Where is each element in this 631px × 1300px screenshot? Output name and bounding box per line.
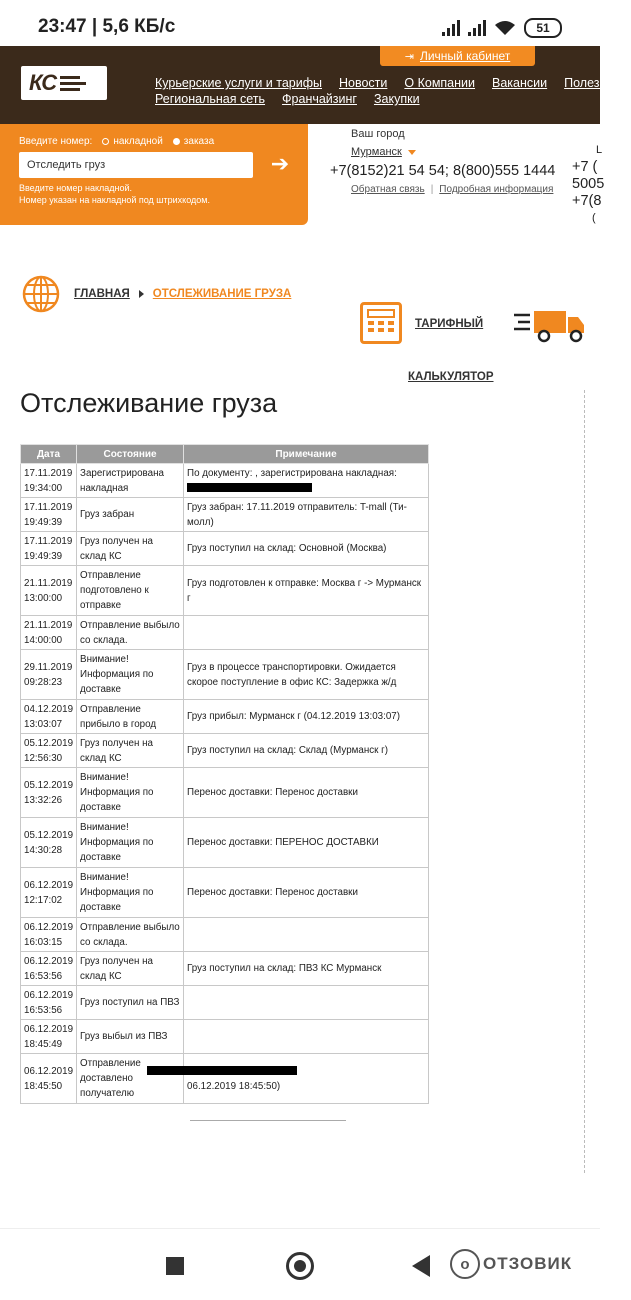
nav-link-news[interactable]: Новости (339, 76, 388, 90)
redaction (187, 483, 312, 492)
radio-order-label: заказа (183, 136, 215, 147)
tracking-panel (0, 124, 308, 225)
breadcrumb-home[interactable]: ГЛАВНАЯ (74, 288, 130, 300)
cell-note (184, 464, 429, 498)
cell-date: 17.11.2019 19:49:39 (21, 498, 77, 532)
cell-date: 17.11.2019 19:34:00 (21, 464, 77, 498)
radio-order-icon (173, 138, 180, 145)
cell-date: 17.11.2019 19:49:39 (21, 532, 77, 566)
cell-state: Груз выбыл из ПВЗ (77, 1020, 184, 1054)
cell-note: Перенос доставки: Перенос доставки (184, 768, 429, 818)
radio-waybill-icon (102, 138, 109, 145)
table-row (21, 818, 429, 868)
cell-note: Перенос доставки: ПЕРЕНОС ДОСТАВКИ (184, 818, 429, 868)
cell-note: Груз поступил на склад: Склад (Мурманск г) (184, 734, 429, 768)
signal-icon (442, 20, 460, 36)
calculator-icon[interactable] (360, 302, 402, 344)
cell-note (184, 918, 429, 952)
cell-note-text: По документу: , зарегистрирована накладная: (187, 467, 397, 479)
cut-line1: +7 ( (572, 159, 598, 175)
contact-links: Обратная связь | Подробная информация (351, 184, 554, 195)
cell-note: Груз подготовлен к отправке: Москва г -> Мурманск г (184, 566, 429, 616)
arrow-right-icon[interactable]: ➔ (270, 151, 290, 176)
cell-state: Зарегистрирована накладная (77, 464, 184, 498)
cell-note: Груз забран: 17.11.2019 отправитель: T-mall (Ти-молл) (184, 498, 429, 532)
cell-note (184, 1054, 429, 1104)
cell-date: 04.12.2019 13:03:07 (21, 700, 77, 734)
watermark (450, 1249, 572, 1279)
table-row (21, 616, 429, 650)
signal-icon-2 (468, 20, 486, 36)
radio-order[interactable] (173, 136, 214, 147)
table-row (21, 918, 429, 952)
cut-top: L (596, 144, 603, 156)
watermark-logo-icon: о (450, 1249, 480, 1279)
breadcrumb (74, 288, 291, 300)
city-select[interactable] (351, 146, 416, 158)
site-header (0, 46, 631, 124)
nav-row-1 (155, 76, 631, 92)
nav-link-about[interactable]: О Компании (404, 76, 476, 90)
battery-icon: 51 (524, 18, 562, 38)
cell-state: Груз получен на склад КС (77, 734, 184, 768)
cell-state: Груз забран (77, 498, 184, 532)
cell-date: 06.12.2019 12:17:02 (21, 868, 77, 918)
cell-state: Груз получен на склад КС (77, 532, 184, 566)
tariff-calculator-link[interactable]: ТАРИФНЫЙ (415, 318, 484, 330)
tariff-calculator-link-2[interactable]: КАЛЬКУЛЯТОР (408, 371, 494, 383)
phone-numbers: +7(8152)21 54 54; 8(800)555 1444 (330, 163, 556, 179)
col-date: Дата (21, 445, 77, 464)
wifi-icon (494, 20, 516, 36)
nav-link-franchise[interactable]: Франчайзинг (282, 92, 357, 106)
table-row (21, 650, 429, 700)
cell-date: 05.12.2019 12:56:30 (21, 734, 77, 768)
col-state: Состояние (77, 445, 184, 464)
tracking-table (20, 444, 429, 1104)
login-icon: ⇥ (404, 51, 414, 63)
cell-note: Груз поступил на склад: ПВЗ КС Мурманск (184, 952, 429, 986)
cell-date: 21.11.2019 14:00:00 (21, 616, 77, 650)
table-row (21, 1020, 429, 1054)
table-row (21, 1054, 429, 1104)
redaction (147, 1066, 297, 1075)
table-row (21, 700, 429, 734)
back-icon[interactable] (412, 1255, 430, 1277)
cell-state: Отправление выбыло со склада. (77, 616, 184, 650)
system-nav-bar (0, 1228, 600, 1300)
cell-state: Внимание! Информация по доставке (77, 768, 184, 818)
nav-link-useful[interactable]: Полезная и (564, 76, 631, 90)
logo-lines-icon (60, 76, 86, 91)
nav-row-2 (155, 92, 631, 108)
nav-link-regional[interactable]: Региональная сеть (155, 92, 266, 106)
cut-off-contacts (572, 142, 605, 227)
main-nav (155, 76, 631, 108)
cell-date: 05.12.2019 14:30:28 (21, 818, 77, 868)
status-bar (0, 0, 600, 46)
logo-text: КС (29, 70, 57, 95)
tracking-hint-line2: Номер указан на накладной под штрихкодом. (19, 195, 210, 205)
status-time-speed: 23:47 | 5,6 КБ/с (38, 16, 176, 37)
delivery-truck-icon[interactable] (512, 305, 590, 343)
nav-link-vacancies[interactable]: Вакансии (492, 76, 548, 90)
personal-cabinet-button[interactable] (380, 46, 535, 66)
cut-line3: +7(8 (572, 193, 602, 209)
tracking-prompt: Введите номер: (19, 136, 93, 147)
globe-icon (22, 275, 60, 313)
tracking-hint-line1: Введите номер накладной. (19, 183, 132, 193)
cell-date: 06.12.2019 18:45:50 (21, 1054, 77, 1104)
info-link[interactable]: Подробная информация (439, 184, 554, 195)
cell-note: Груз поступил на склад: Основной (Москва) (184, 532, 429, 566)
cell-note-text: 06.12.2019 18:45:50) (187, 1080, 281, 1092)
cell-note: Перенос доставки: Перенос доставки (184, 868, 429, 918)
feedback-link[interactable]: Обратная связь (351, 184, 425, 195)
city-label: Ваш город (351, 128, 405, 140)
cell-date: 06.12.2019 16:53:56 (21, 986, 77, 1020)
nav-link-purchases[interactable]: Закупки (373, 92, 420, 106)
table-row (21, 986, 429, 1020)
nav-link-services[interactable]: Курьерские услуги и тарифы (155, 76, 322, 90)
cell-date: 06.12.2019 18:45:49 (21, 1020, 77, 1054)
cell-date: 06.12.2019 16:53:56 (21, 952, 77, 986)
breadcrumb-current[interactable]: ОТСЛЕЖИВАНИЕ ГРУЗА (152, 288, 292, 300)
cut-line4: ( (592, 212, 596, 224)
table-row (21, 532, 429, 566)
cell-date: 06.12.2019 16:03:15 (21, 918, 77, 952)
tracking-hint (19, 182, 210, 206)
personal-cabinet-label: Личный кабинет (419, 49, 511, 63)
cell-state: Отправление прибыло в город (77, 700, 184, 734)
radio-waybill[interactable] (102, 136, 162, 147)
page-title: Отслеживание груза (20, 388, 278, 418)
caret-down-icon (408, 150, 416, 155)
recents-icon[interactable] (166, 1257, 184, 1275)
cell-date: 05.12.2019 13:32:26 (21, 768, 77, 818)
table-header-row (21, 445, 429, 464)
breadcrumb-arrow-icon (139, 290, 144, 298)
col-note: Примечание (184, 445, 429, 464)
cell-state: Груз получен на склад КС (77, 952, 184, 986)
cell-state: Внимание! Информация по доставке (77, 818, 184, 868)
cell-state: Отправление доставлено получателю (77, 1054, 184, 1104)
cell-state: Внимание! Информация по доставке (77, 650, 184, 700)
logo[interactable] (21, 66, 107, 100)
status-icons (442, 18, 562, 38)
table-row (21, 498, 429, 532)
radio-waybill-label: накладной (113, 136, 163, 147)
cell-note: Груз в процессе транспортировки. Ожидается скорое поступление в офис КС: Задержка ж/д (184, 650, 429, 700)
table-row (21, 566, 429, 616)
cell-note: Груз прибыл: Мурманск г (04.12.2019 13:03:07) (184, 700, 429, 734)
cell-date: 29.11.2019 09:28:23 (21, 650, 77, 700)
cell-state: Внимание! Информация по доставке (77, 868, 184, 918)
watermark-text: ОТЗОВИК (483, 1254, 573, 1273)
tracking-type-selector (19, 136, 214, 147)
cell-date: 21.11.2019 13:00:00 (21, 566, 77, 616)
divider-bottom (190, 1120, 346, 1121)
cell-state: Отправление выбыло со склада. (77, 918, 184, 952)
cell-note (184, 1020, 429, 1054)
cut-line2: 5005 (572, 176, 605, 192)
cell-note (184, 986, 429, 1020)
cell-state: Отправление подготовлено к отправке (77, 566, 184, 616)
table-row (21, 464, 429, 498)
home-icon[interactable] (286, 1252, 314, 1280)
table-row (21, 734, 429, 768)
divider (584, 390, 585, 1173)
tracking-number-input[interactable] (19, 152, 253, 178)
table-row (21, 768, 429, 818)
cell-note (184, 616, 429, 650)
cell-state: Груз поступил на ПВЗ (77, 986, 184, 1020)
table-row (21, 952, 429, 986)
city-selected: Мурманск (351, 146, 402, 158)
table-row (21, 868, 429, 918)
